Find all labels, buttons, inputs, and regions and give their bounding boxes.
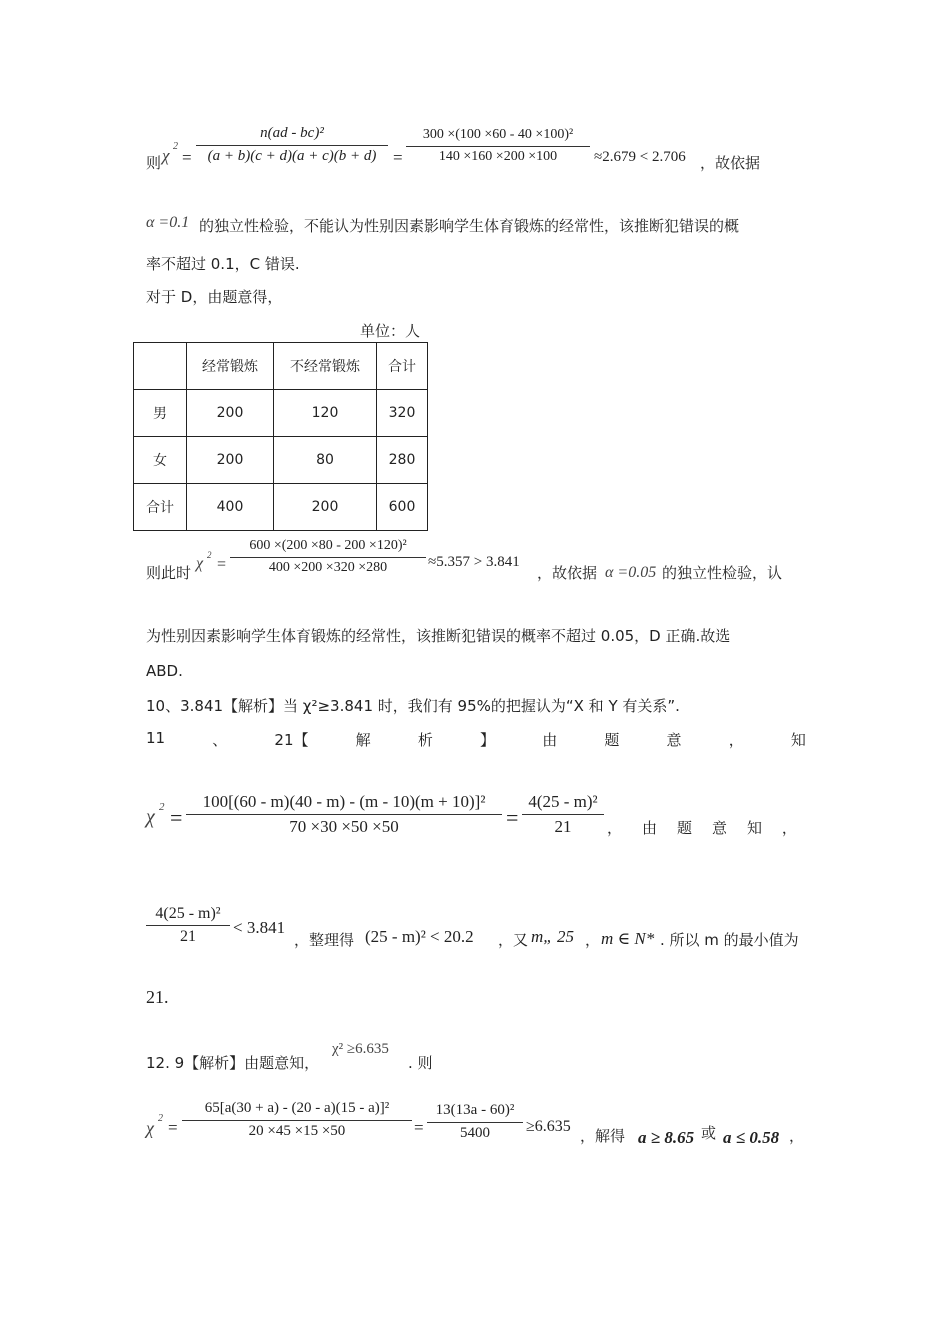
fraction-denominator: 400 ×200 ×320 ×280 bbox=[268, 560, 388, 575]
table-cell: 200 bbox=[187, 437, 274, 484]
table-header-row bbox=[134, 343, 428, 390]
equals-sign: = bbox=[182, 148, 192, 167]
heading-token: 析 bbox=[417, 731, 433, 749]
fraction-denominator: 21 bbox=[180, 928, 196, 945]
table-cell: 320 bbox=[377, 390, 428, 437]
table-cell: 600 bbox=[377, 484, 428, 531]
table-unit: 单位：人 bbox=[360, 322, 421, 340]
chi-symbol: χ bbox=[162, 146, 170, 165]
paragraph-text-line2: 为性别因素影响学生体育锻炼的经常性，该推断犯错误的概率不超过 0.05，D 正确.故选 bbox=[146, 627, 731, 645]
text-segment: . 所以 m 的最小值为 bbox=[660, 931, 799, 949]
equals-sign: = bbox=[217, 556, 227, 573]
heading-token: 由 bbox=[542, 731, 558, 749]
chi-exponent: 2 bbox=[207, 550, 212, 560]
tail-token: ， bbox=[607, 819, 623, 837]
fraction-denominator: 140 ×160 ×200 ×100 bbox=[438, 149, 558, 164]
membership-expression: m ∈ N* bbox=[601, 929, 655, 948]
table-header-cell bbox=[134, 343, 187, 390]
text-mid: ，故依据 bbox=[537, 564, 598, 582]
inequality-fraction bbox=[146, 905, 230, 946]
chi-exponent: 2 bbox=[159, 801, 165, 813]
table-row bbox=[134, 390, 428, 437]
alpha-value: α =0.1 bbox=[146, 214, 190, 231]
chi-symbol: χ bbox=[146, 1118, 154, 1138]
tail-token: ， bbox=[781, 819, 797, 837]
fraction-expression bbox=[182, 1100, 412, 1140]
table-cell: 400 bbox=[187, 484, 274, 531]
approx-value: ≈2.679 < 2.706 bbox=[594, 149, 686, 165]
result-2: a ≤ 0.58 bbox=[723, 1128, 780, 1147]
fraction-numerator: 4(25 - m)² bbox=[528, 792, 598, 811]
fraction-general bbox=[196, 125, 388, 165]
heading-token: ， bbox=[728, 731, 744, 749]
fraction-denominator: 20 ×45 ×15 ×50 bbox=[248, 1123, 346, 1139]
fraction-numerator: 100[(60 - m)(40 - m) - (m - 10)(m + 10)]² bbox=[202, 792, 486, 811]
table-cell: 200 bbox=[274, 484, 377, 531]
question-11-heading bbox=[146, 729, 806, 750]
inequality-rhs: ≥6.635 bbox=[526, 1118, 571, 1135]
text-tail: ，故依据 bbox=[700, 154, 761, 172]
heading-token: 解 bbox=[355, 731, 371, 749]
text-segment: ，解得 bbox=[580, 1127, 626, 1145]
fraction-numerator: 65[a(30 + a) - (20 - a)(15 - a)]² bbox=[204, 1100, 390, 1116]
answer-value: 21. bbox=[146, 987, 169, 1007]
heading-token: 21【 bbox=[274, 731, 309, 749]
fraction-denominator: 21 bbox=[554, 817, 572, 836]
text-prefix: 则 bbox=[146, 154, 162, 172]
text-segment: ， bbox=[585, 931, 601, 949]
condition-expression: χ² ≥6.635 bbox=[332, 1041, 389, 1057]
paragraph-3: 对于 D，由题意得， bbox=[146, 288, 283, 306]
inequality-expression: (25 - m)² < 20.2 bbox=[365, 927, 474, 946]
equals-sign-2: = bbox=[393, 148, 403, 167]
fraction-expression bbox=[186, 792, 502, 837]
table-header-cell: 合计 bbox=[377, 343, 428, 390]
fraction-denominator: 5400 bbox=[460, 1125, 490, 1141]
heading-token: 、 bbox=[212, 731, 228, 749]
fraction-numerator: 600 ×(200 ×80 - 200 ×120)² bbox=[249, 538, 407, 553]
tail-token: 意 bbox=[711, 819, 727, 837]
table-cell: 280 bbox=[377, 437, 428, 484]
heading-token: 题 bbox=[604, 731, 620, 749]
table-cell: 女 bbox=[134, 437, 187, 484]
range-expression: m„ 25 bbox=[531, 927, 574, 946]
table-header-cell: 不经常锻炼 bbox=[274, 343, 377, 390]
approx-value: ≈5.357 > 3.841 bbox=[428, 554, 520, 570]
formula-tail bbox=[607, 817, 797, 838]
table-row bbox=[134, 437, 428, 484]
chi-exponent: 2 bbox=[173, 141, 178, 152]
inequality-rhs: < 3.841 bbox=[233, 918, 286, 937]
paragraph-text-line3: ABD. bbox=[146, 662, 183, 680]
fraction-simplified bbox=[427, 1102, 523, 1142]
question-12-heading: 12. 9【解析】由题意知， bbox=[146, 1054, 320, 1072]
chi-exponent: 2 bbox=[158, 1113, 163, 1124]
question-10: 10、3.841【解析】当 χ²≥3.841 时，我们有 95%的把握认为“X 和 Y 有关系”. bbox=[146, 697, 680, 715]
fraction-numerator: 13(13a - 60)² bbox=[435, 1102, 515, 1118]
text-segment: . 则 bbox=[408, 1054, 433, 1072]
text-segment: ， bbox=[789, 1127, 805, 1145]
data-table bbox=[133, 342, 428, 531]
alpha-value: α =0.05 bbox=[605, 564, 657, 581]
tail-token: 知 bbox=[746, 819, 762, 837]
equals-sign-2: = bbox=[506, 805, 519, 830]
fraction-simplified bbox=[522, 792, 604, 837]
text-segment: ，又 bbox=[498, 931, 529, 949]
table-cell: 男 bbox=[134, 390, 187, 437]
fraction-numerator: 300 ×(100 ×60 - 40 ×100)² bbox=[422, 127, 574, 142]
tail-token: 题 bbox=[676, 819, 692, 837]
fraction-numerator: 4(25 - m)² bbox=[155, 905, 221, 922]
table-cell: 80 bbox=[274, 437, 377, 484]
heading-token: 意 bbox=[666, 731, 682, 749]
fraction-numeric bbox=[230, 538, 426, 576]
equals-sign-2: = bbox=[414, 1118, 424, 1137]
text-prefix: 则此时 bbox=[146, 564, 192, 582]
table-row bbox=[134, 484, 428, 531]
tail-token: 由 bbox=[641, 819, 657, 837]
text-segment: ，整理得 bbox=[294, 931, 355, 949]
fraction-denominator: (a + b)(c + d)(a + c)(b + d) bbox=[207, 148, 377, 164]
equals-sign: = bbox=[168, 1118, 178, 1137]
chi-symbol: χ bbox=[196, 555, 204, 572]
heading-token: 】 bbox=[480, 731, 496, 749]
table-cell: 120 bbox=[274, 390, 377, 437]
text-or: 或 bbox=[701, 1124, 717, 1142]
text-tail: 的独立性检验，认 bbox=[662, 564, 783, 582]
fraction-denominator: 70 ×30 ×50 ×50 bbox=[289, 817, 399, 836]
fraction-numerator: n(ad - bc)² bbox=[260, 125, 324, 141]
fraction-numeric bbox=[406, 127, 590, 165]
heading-token: 知 bbox=[790, 731, 806, 749]
paragraph-text: 的独立性检验，不能认为性别因素影响学生体育锻炼的经常性，该推断犯错误的概 bbox=[199, 217, 740, 235]
heading-token: 11 bbox=[146, 729, 166, 747]
table-header-cell: 经常锻炼 bbox=[187, 343, 274, 390]
table-cell: 200 bbox=[187, 390, 274, 437]
result-1: a ≥ 8.65 bbox=[638, 1128, 695, 1147]
equals-sign: = bbox=[170, 805, 183, 830]
chi-symbol: χ bbox=[146, 806, 155, 828]
paragraph-text-line2: 率不超过 0.1，C 错误. bbox=[146, 255, 300, 273]
table-cell: 合计 bbox=[134, 484, 187, 531]
